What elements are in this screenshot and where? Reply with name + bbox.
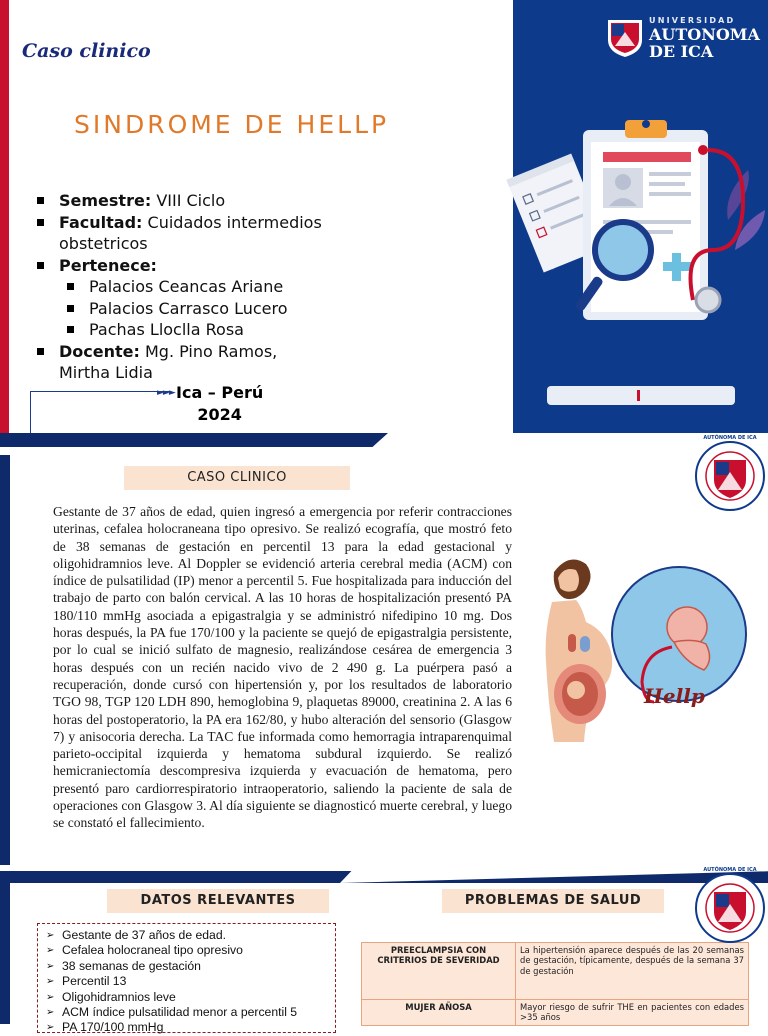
case-description: Gestante de 37 años de edad, quien ingresó a emergencia por referir contracciones uterinas, cefalea holocraneana tipo opresivo. Se realizó ecografía, que mostró feto de 38 semanas de gestación en percentil 13 para la edad gestacional y oligohidramnios leve. Al Doppler se evidenció arteria cerebral media (ACM) con índice de pulsatilidad (IP) menor a percentil 5. Fue hospitalizada para inducción del trabajo de parto con balón cervical. A las 10 horas de hospitalización presentó PA 180/110 mmHg asociada a epigastralgia y se administró nifedipino 10 mg. Dos horas después, la PA fue 170/100 y la paciente se quejó de epigastralgia persistente, por lo cual se inició sulfato de magnesio, realizándose cesárea de emergencia 3 horas después con un recién nacido vivo de 2 490 g. La puérpera pasó a recuperación, donde cursó con hipertensión y, por los resultados de laboratorio TGO 98, TGP 120 LDH 890, hemoglobina 9, plaquetas 89000, creatinina 2. A las 6 horas del postoperatorio, la PA era 162/80, y hubo alteración del sensorio (Glasgow 7) y anisocoria derecha. La TAC fue informada como hemorragia intraparenquimal parieto-occipital izquierda y hematoma subdural izquierdo. Se realizó hemicraniectomía descompresiva izquierda y evacuación de hematoma, pero presentó paro cardiorrespiratorio intraoperatorio, saliendo la paciente de sala de operaciones con Glasgow 3. Al día siguiente se diagnosticó muerte cerebral, y luego se constató el fallecimiento. bbox=[53, 504, 512, 831]
problem-name: PREECLAMPSIA CON CRITERIOS DE SEVERIDAD bbox=[362, 943, 516, 1000]
navy-accent-stripe bbox=[0, 883, 10, 1024]
place-text: Ica – Perú bbox=[176, 383, 264, 402]
member-item: Palacios Carrasco Lucero bbox=[64, 298, 324, 320]
university-name: AUTONOMA DE ICA bbox=[649, 25, 760, 61]
dato-item: ➢ ACM índice pulsatilidad menor a percentil 5 bbox=[46, 1005, 335, 1020]
dato-item: ➢ Oligohidramnios leve bbox=[46, 990, 335, 1005]
dato-item: ➢ Cefalea holocraneal tipo opresivo bbox=[46, 943, 335, 958]
facultad-item: Facultad: Cuidados intermedios obstetricos bbox=[34, 212, 324, 255]
datos-relevantes-box bbox=[37, 923, 336, 1033]
docente-item: Docente: Mg. Pino Ramos, Mirtha Lidia bbox=[34, 341, 324, 384]
connector-line bbox=[30, 391, 170, 433]
navy-accent-stripe bbox=[0, 455, 10, 865]
table-row bbox=[362, 943, 749, 1000]
slide-title: SINDROME DE HELLP bbox=[74, 110, 390, 139]
university-seal-icon bbox=[694, 436, 766, 516]
problem-description: La hipertensión aparece después de las 20 semanas de gestación, típicamente, después de la semana 37 de gestación bbox=[516, 943, 749, 1000]
datos-relevantes-title: DATOS RELEVANTES bbox=[107, 889, 329, 913]
semestre-item: Semestre: VIII Ciclo bbox=[34, 190, 324, 212]
dato-item: ➢ PA 170/100 mmHg bbox=[46, 1020, 335, 1035]
case-label: Caso clinico bbox=[22, 40, 151, 62]
university-seal-icon bbox=[694, 868, 766, 948]
progress-bar bbox=[547, 386, 735, 405]
pregnant-woman-icon bbox=[524, 552, 756, 748]
dato-item: ➢ Gestante de 37 años de edad. bbox=[46, 928, 335, 943]
problemas-table bbox=[361, 942, 749, 1026]
problem-name: MUJER AÑOSA bbox=[362, 1000, 516, 1026]
table-row bbox=[362, 1000, 749, 1026]
pertenece-item: Pertenece: Palacios Ceancas Ariane Palacios Carrasco Lucero Pachas Lloclla Rosa bbox=[34, 255, 324, 341]
member-item: Palacios Ceancas Ariane bbox=[64, 276, 324, 298]
problemas-salud-title: PROBLEMAS DE SALUD bbox=[442, 889, 664, 913]
place-year bbox=[157, 382, 264, 426]
dato-item: ➢ Percentil 13 bbox=[46, 974, 335, 989]
problem-description: Mayor riesgo de sufrir THE en pacientes con edades >35 años bbox=[516, 1000, 749, 1026]
clipboard-illustration-icon bbox=[513, 110, 768, 410]
university-seal bbox=[694, 868, 766, 948]
shield-logo-icon bbox=[606, 18, 644, 58]
progress-marker bbox=[637, 390, 640, 401]
university-logo bbox=[606, 14, 758, 64]
seal-text: AUTÓNOMA DE ICA bbox=[703, 435, 757, 441]
seal-text: AUTÓNOMA DE ICA bbox=[703, 867, 757, 873]
divider-band bbox=[0, 433, 768, 447]
section-title: CASO CLINICO bbox=[124, 466, 350, 490]
arrow-icons: ►►► bbox=[157, 388, 175, 398]
title-slide bbox=[0, 0, 768, 433]
pregnancy-illustration bbox=[524, 552, 756, 748]
member-item: Pachas Lloclla Rosa bbox=[64, 319, 324, 341]
divider-band bbox=[0, 865, 768, 883]
hellp-label: Hellp bbox=[644, 684, 705, 708]
university-line1: UNIVERSIDAD bbox=[649, 16, 736, 25]
year-text: 2024 bbox=[197, 405, 242, 424]
university-seal bbox=[694, 436, 766, 516]
red-accent-bar bbox=[0, 0, 9, 433]
data-slide bbox=[0, 883, 768, 1035]
dato-item: ➢ 38 semanas de gestación bbox=[46, 959, 335, 974]
info-list bbox=[34, 190, 324, 384]
